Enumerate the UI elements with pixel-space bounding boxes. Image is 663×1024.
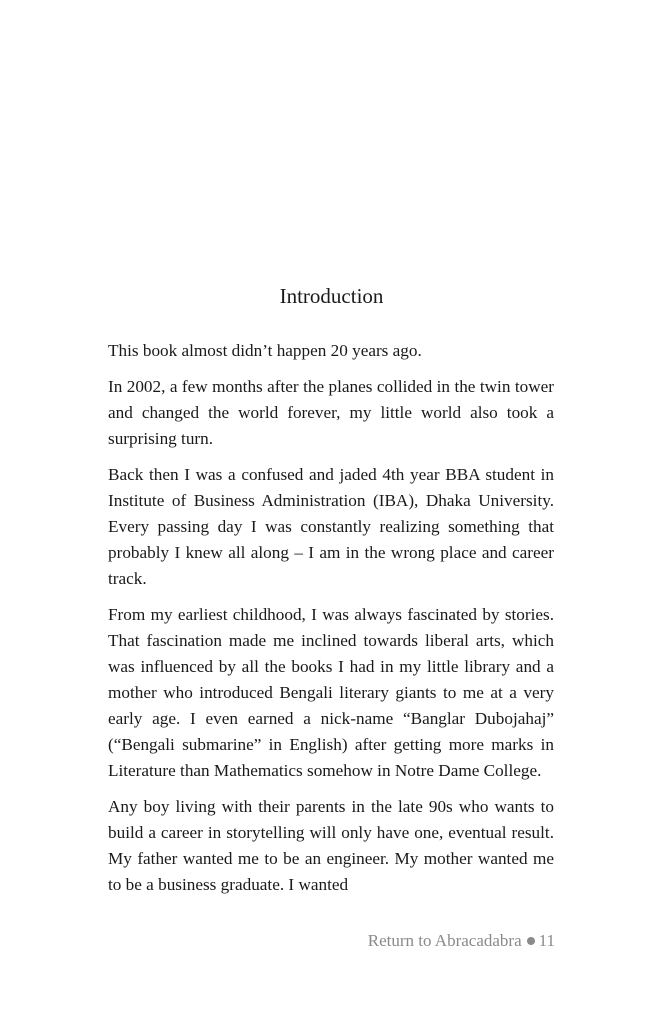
paragraph-3: Back then I was a confused and jaded 4th year BBA student in Institute of Business Administration (IBA), Dhaka University. Every passing day I was constantly realizing something that probably I knew all along – I am in the wrong place and career track. <box>108 465 554 588</box>
paragraph-5: Any boy living with their parents in the late 90s who wants to build a career in storytelling will only have one, eventual result. My father wanted me to be an engineer. My mother wanted me to be a business graduate. I wanted <box>108 797 554 894</box>
footer-book-title: Return to Abracadabra <box>367 931 522 950</box>
paragraph-2: In 2002, a few months after the planes collided in the twin tower and changed the world forever, my little world also took a surprising turn. <box>108 377 554 448</box>
paragraph-1: This book almost didn’t happen 20 years ago. <box>108 341 422 360</box>
page-number: 11 <box>538 931 555 950</box>
paragraph-4: From my earliest childhood, I was always fascinated by stories. That fascination made me inclined towards liberal arts, which was influenced by all the books I had in my little library and a mother who introduced Bengali literary giants to me at a very early age. I even earned a nick-name “Banglar Dubojahaj” (“Bengali submarine” in English) after getting more marks in Literature than Mathematics somehow in Notre Dame College. <box>108 605 554 780</box>
page-footer <box>368 931 555 951</box>
bullet-icon <box>527 937 535 945</box>
body-text <box>108 338 554 908</box>
chapter-title: Introduction <box>279 284 384 308</box>
